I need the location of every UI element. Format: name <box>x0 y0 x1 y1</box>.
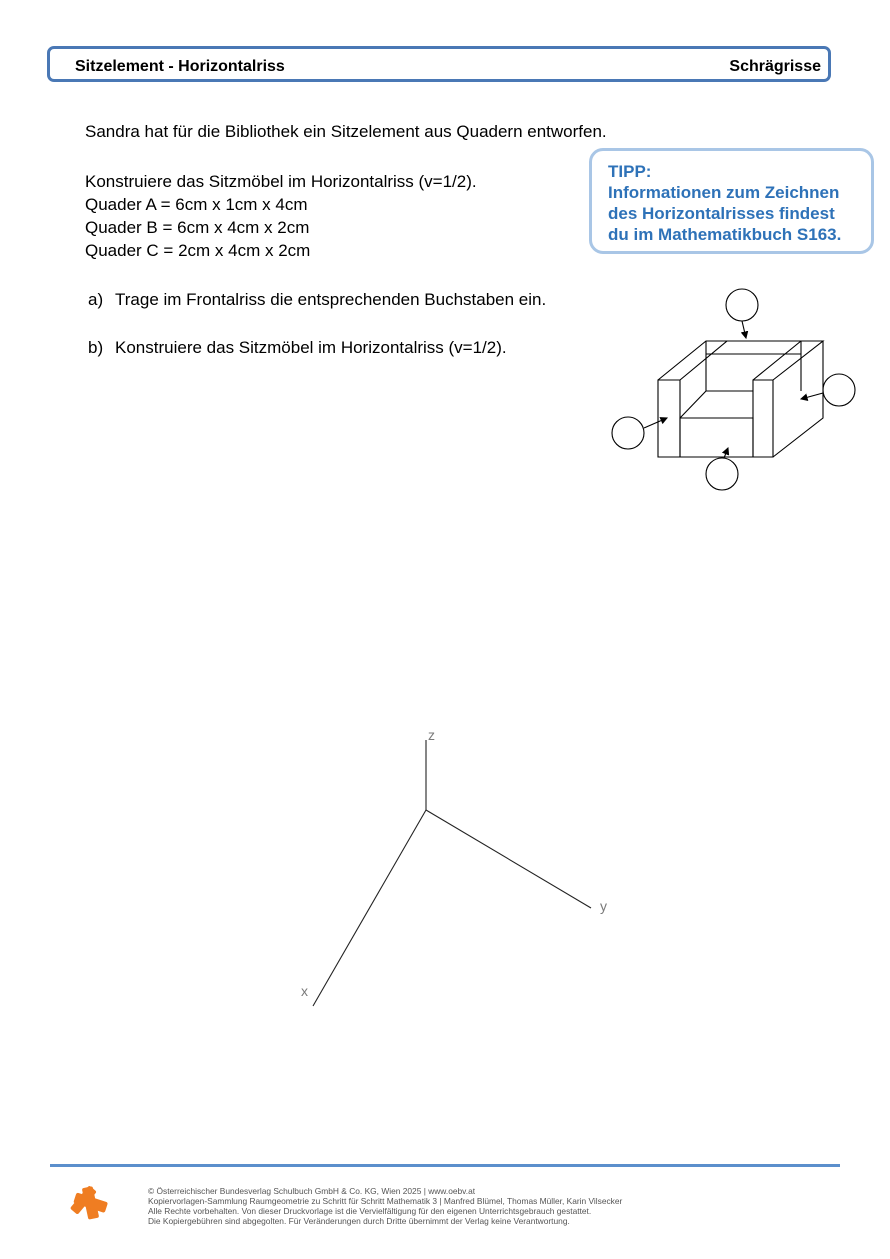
worksheet-title: Sitzelement - Horizontalriss <box>75 58 285 75</box>
seat-outline <box>658 341 823 457</box>
x-axis <box>313 810 426 1006</box>
tipp-line: des Horizontalrisses findest <box>608 204 835 223</box>
quader-b: Quader B = 6cm x 4cm x 2cm <box>85 218 310 237</box>
task-label: a) <box>88 290 104 309</box>
label-circle-bottom[interactable] <box>706 458 738 490</box>
quader-c: Quader C = 2cm x 4cm x 2cm <box>85 241 311 260</box>
label-circle-right[interactable] <box>823 374 855 406</box>
worksheet-category: Schrägrisse <box>729 58 821 75</box>
arrow-left <box>644 418 667 428</box>
instruction-text: Konstruiere das Sitzmöbel im Horizontalriss (v=1/2). <box>85 172 477 191</box>
tipp-line: TIPP: <box>608 162 652 181</box>
label-circles <box>612 289 855 490</box>
quader-a: Quader A = 6cm x 1cm x 4cm <box>85 195 308 214</box>
footer-line: Alle Rechte vorbehalten. Von dieser Druckvorlage ist die Vervielfältigung für den eigenen Unterrichtsgebrauch gestattet. <box>148 1206 592 1216</box>
y-axis-label: y <box>600 898 607 914</box>
footer-line: Die Kopiergebühren sind abgegolten. Für Veränderungen durch Dritte übernimmt der Verlag keine Verantwortung. <box>148 1216 570 1226</box>
task-text: Konstruiere das Sitzmöbel im Horizontalriss (v=1/2). <box>115 338 507 357</box>
task-text: Trage im Frontalriss die entsprechenden Buchstaben ein. <box>115 290 547 309</box>
intro-text: Sandra hat für die Bibliothek ein Sitzelement aus Quadern entworfen. <box>85 122 607 141</box>
y-axis <box>426 810 591 908</box>
task-label: b) <box>88 338 104 357</box>
label-circle-left[interactable] <box>612 417 644 449</box>
x-axis-label: x <box>301 983 308 999</box>
arrow-right <box>801 393 823 399</box>
label-circle-top[interactable] <box>726 289 758 321</box>
arrow-top <box>742 321 746 338</box>
footer-divider <box>50 1164 840 1167</box>
coordinate-axes <box>313 740 591 1006</box>
footer-line: Kopiervorlagen-Sammlung Raumgeometrie zu Schritt für Schritt Mathematik 3 | Manfred Blümel, Thomas Müller, Karin Vilsecker <box>148 1196 623 1206</box>
tipp-line: du im Mathematikbuch S163. <box>608 225 842 244</box>
tipp-line: Informationen zum Zeichnen <box>608 183 840 202</box>
footer-line: © Österreichischer Bundesverlag Schulbuch GmbH & Co. KG, Wien 2025 | www.oebv.at <box>148 1186 476 1196</box>
footer-text <box>148 1186 622 1226</box>
z-axis-label: z <box>428 727 435 743</box>
